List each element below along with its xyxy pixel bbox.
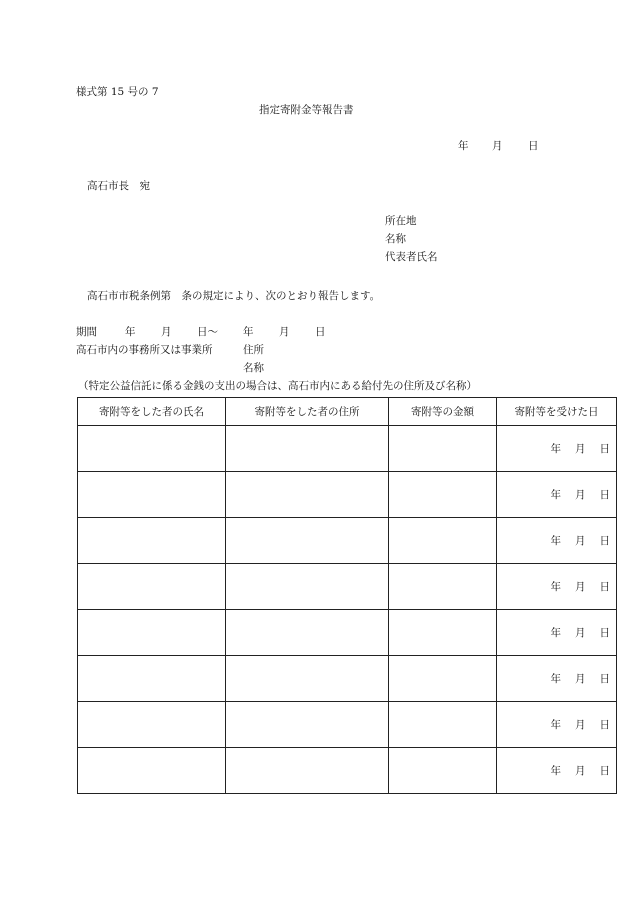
- amount-cell[interactable]: [389, 656, 497, 702]
- date-year-label: 年: [550, 535, 561, 547]
- donor-address-cell[interactable]: [226, 702, 389, 748]
- table-row: [78, 564, 617, 610]
- date-month-label: 月: [575, 673, 586, 685]
- table-row: [78, 472, 617, 518]
- date-month-label: 月: [575, 443, 586, 455]
- donor-name-cell[interactable]: [78, 472, 226, 518]
- period-year-start: 年: [125, 326, 136, 338]
- date-received-cell[interactable]: [497, 748, 617, 794]
- date-day-label: 日: [599, 535, 610, 547]
- table-row: [78, 656, 617, 702]
- date-day-label: 日: [599, 443, 610, 455]
- amount-cell[interactable]: [389, 426, 497, 472]
- office-name-label: 名称: [243, 362, 264, 374]
- date-month: 月: [492, 140, 503, 152]
- table-row: [78, 610, 617, 656]
- date-year-label: 年: [550, 673, 561, 685]
- header-donor-name: 寄附等をした者の氏名: [78, 398, 226, 426]
- addressee: 高石市長 宛: [87, 180, 150, 192]
- date-received-cell[interactable]: [497, 610, 617, 656]
- trust-note: （特定公益信託に係る金銭の支出の場合は、高石市内にある給付先の住所及び名称）: [78, 380, 477, 392]
- period-day-end: 日: [315, 326, 326, 338]
- donor-address-cell[interactable]: [226, 426, 389, 472]
- donor-name-cell[interactable]: [78, 564, 226, 610]
- date-day-label: 日: [599, 489, 610, 501]
- donor-name-cell[interactable]: [78, 610, 226, 656]
- donor-address-cell[interactable]: [226, 610, 389, 656]
- date-day-label: 日: [599, 581, 610, 593]
- date-received-cell[interactable]: [497, 564, 617, 610]
- date-month-label: 月: [575, 765, 586, 777]
- donor-name-cell[interactable]: [78, 748, 226, 794]
- amount-cell[interactable]: [389, 518, 497, 564]
- donor-address-cell[interactable]: [226, 656, 389, 702]
- donor-name-cell[interactable]: [78, 518, 226, 564]
- table-row: [78, 426, 617, 472]
- document-title: 指定寄附金等報告書: [259, 104, 354, 116]
- date-received-cell[interactable]: [497, 656, 617, 702]
- reporter-location-label: 所在地: [385, 215, 417, 227]
- period-month-end: 月: [279, 326, 290, 338]
- donation-table: [77, 397, 617, 794]
- period-year-end: 年: [243, 326, 254, 338]
- date-month-label: 月: [575, 535, 586, 547]
- office-label: 高石市内の事務所又は事業所: [76, 344, 213, 356]
- reporter-name-label: 名称: [385, 233, 406, 245]
- date-month-label: 月: [575, 581, 586, 593]
- amount-cell[interactable]: [389, 748, 497, 794]
- date-received-cell[interactable]: [497, 426, 617, 472]
- donor-address-cell[interactable]: [226, 472, 389, 518]
- amount-cell[interactable]: [389, 610, 497, 656]
- period-month-start: 月: [161, 326, 172, 338]
- office-address-label: 住所: [243, 344, 264, 356]
- date-month-label: 月: [575, 489, 586, 501]
- table-row: [78, 748, 617, 794]
- table-body: [78, 426, 617, 794]
- donor-address-cell[interactable]: [226, 564, 389, 610]
- donor-name-cell[interactable]: [78, 656, 226, 702]
- period-label: 期間: [76, 326, 97, 338]
- date-day: 日: [528, 140, 539, 152]
- date-year-label: 年: [550, 719, 561, 731]
- date-received-cell[interactable]: [497, 472, 617, 518]
- date-received-cell[interactable]: [497, 702, 617, 748]
- date-year: 年: [458, 140, 469, 152]
- header-amount: 寄附等の金額: [389, 398, 497, 426]
- reporter-representative-label: 代表者氏名: [385, 251, 438, 263]
- table-row: [78, 518, 617, 564]
- date-month-label: 月: [575, 627, 586, 639]
- donor-address-cell[interactable]: [226, 748, 389, 794]
- form-number: 様式第 15 号の 7: [76, 86, 159, 98]
- statement: 高石市市税条例第 条の規定により、次のとおり報告します。: [87, 290, 381, 302]
- date-day-label: 日: [599, 673, 610, 685]
- date-received-cell[interactable]: [497, 518, 617, 564]
- table-row: [78, 702, 617, 748]
- date-month-label: 月: [575, 719, 586, 731]
- donor-address-cell[interactable]: [226, 518, 389, 564]
- date-year-label: 年: [550, 765, 561, 777]
- date-day-label: 日: [599, 719, 610, 731]
- amount-cell[interactable]: [389, 702, 497, 748]
- donor-name-cell[interactable]: [78, 426, 226, 472]
- donor-name-cell[interactable]: [78, 702, 226, 748]
- amount-cell[interactable]: [389, 564, 497, 610]
- date-year-label: 年: [550, 581, 561, 593]
- amount-cell[interactable]: [389, 472, 497, 518]
- header-donor-address: 寄附等をした者の住所: [226, 398, 389, 426]
- period-day-start: 日～: [197, 326, 218, 338]
- table-header-row: [78, 398, 617, 426]
- date-year-label: 年: [550, 627, 561, 639]
- date-day-label: 日: [599, 765, 610, 777]
- date-year-label: 年: [550, 443, 561, 455]
- date-day-label: 日: [599, 627, 610, 639]
- header-date-received: 寄附等を受けた日: [497, 398, 617, 426]
- date-year-label: 年: [550, 489, 561, 501]
